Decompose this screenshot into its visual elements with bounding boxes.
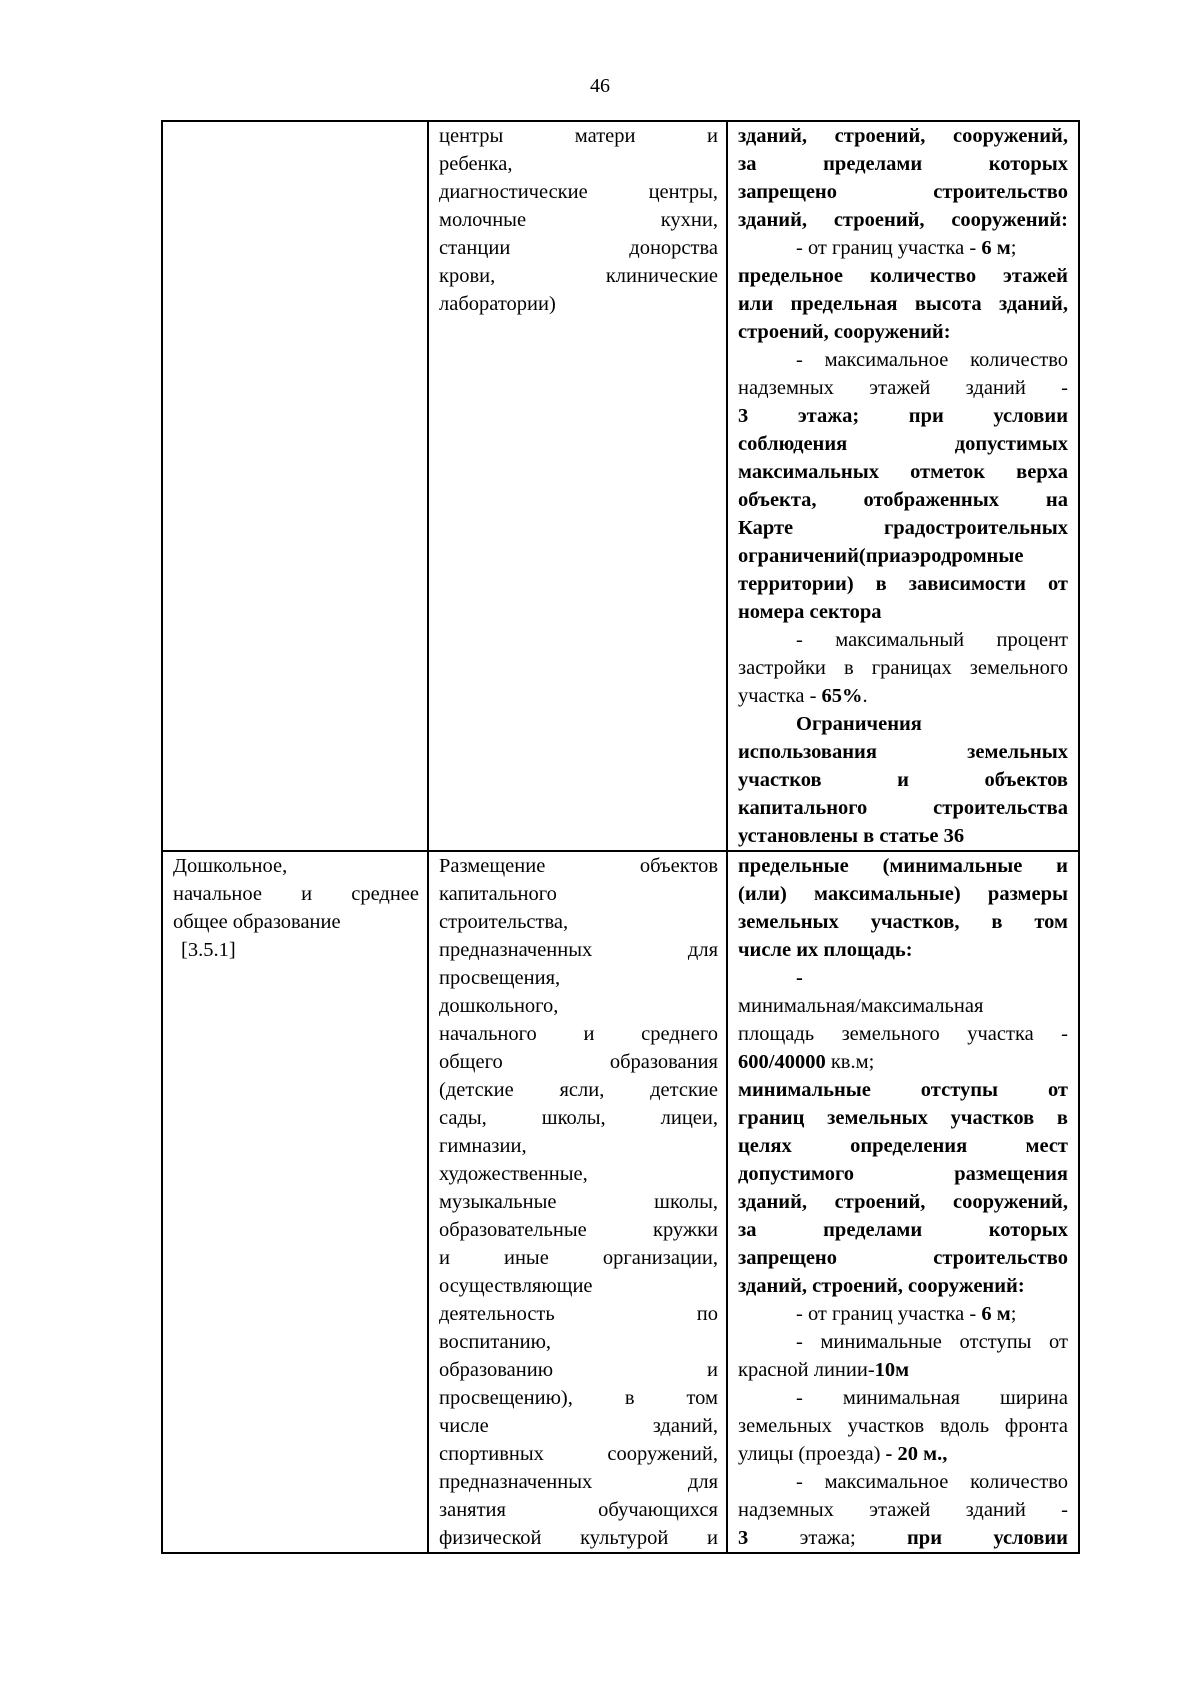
text-line: диагностические центры, [439,181,718,203]
description-cell [428,121,727,851]
text-line: - максимальное количество [796,1471,1068,1493]
text-line: улицы (проезда) - 20 м., [738,1443,948,1465]
text-line: просвещению), в том [439,1387,718,1409]
text-line: крови, клинические [439,265,718,287]
text-line: капитального строительства [738,797,1068,819]
text-line: общее образование [173,911,341,933]
text-line: общего образования [439,1051,718,1073]
table-row [162,121,1079,851]
text-line: границ земельных участков в [738,1107,1068,1129]
text-line: лаборатории) [439,293,556,315]
text-line: физической культурой и [439,1527,718,1549]
text-line: - от границ участка - 6 м; [796,1303,1017,1325]
text-line: земельных участков вдоль фронта [738,1415,1068,1437]
text-line: Карте градостроительных [738,517,1068,539]
text-line: музыкальные школы, [439,1191,718,1213]
text-line: художественные, [439,1163,588,1185]
text-line: предельные (минимальные и [738,855,1068,877]
text-line: числе зданий, [439,1415,718,1437]
text-line: участка - 65%. [738,685,868,707]
description-cell [428,851,727,1553]
text-line: застройки в границах земельного [738,657,1068,679]
text-line: предназначенных для [439,939,718,961]
use-type-cell [162,851,428,1553]
text-line: максимальных отметок верха [738,461,1068,483]
text-line: строений, сооружений: [738,321,951,343]
text-line: или предельная высота зданий, [738,293,1068,315]
text-line: номера сектора [738,601,882,623]
text-line: сады, школы, лицеи, [439,1107,718,1129]
text-line: (или) максимальные) размеры [738,883,1068,905]
text-line: строительства, [439,911,569,933]
text-line: территории) в зависимости от [738,573,1068,595]
text-line: просвещения, [439,967,561,989]
text-line: соблюдения допустимых [738,433,1068,455]
text-line: зданий, строений, сооружений: [738,1275,1025,1297]
text-line: объекта, отображенных на [738,489,1068,511]
text-line: Ограничения [796,713,922,735]
text-line: спортивных сооружений, [439,1443,718,1465]
text-line: красной линии-10м [738,1359,910,1381]
use-code: [3.5.1] [181,939,236,961]
text-line: капитального [439,883,557,905]
text-line: центры матери и [439,125,718,147]
text-line: гимназии, [439,1135,527,1157]
text-line: - максимальный процент [796,629,1068,651]
text-line: и иные организации, [439,1247,718,1269]
text-line: предназначенных для [439,1471,718,1493]
text-line: площадь земельного участка - [738,1023,1068,1045]
text-line: начальное и среднее [173,883,419,905]
text-line: 3 этажа; при условии [738,1527,1068,1549]
text-line: образованию и [439,1359,718,1381]
text-line: предельное количество этажей [738,265,1068,287]
text-line: использования земельных [738,741,1068,763]
text-line: - [796,967,803,989]
text-line: минимальные отступы от [738,1079,1068,1101]
text-line: запрещено строительство [738,1247,1068,1269]
text-line: 600/40000 кв.м; [738,1051,875,1073]
text-line: участков и объектов [738,769,1068,791]
text-line: допустимого размещения [738,1163,1068,1185]
text-line: ребенка, [439,153,513,175]
text-line: минимальная/максимальная [738,995,984,1017]
parameters-cell [727,121,1079,851]
text-line: за пределами которых [738,153,1068,175]
text-line: 3 этажа; при условии [738,405,1068,427]
text-line: зданий, строений, сооружений, [738,1191,1068,1213]
table-row [162,851,1079,1553]
text-line: начального и среднего [439,1023,718,1045]
use-type-cell [162,121,428,851]
text-line: надземных этажей зданий - [738,377,1068,399]
text-line: - минимальная ширина [796,1387,1068,1409]
text-line: дошкольного, [439,995,559,1017]
text-line: станции донорства [439,237,718,259]
text-line: надземных этажей зданий - [738,1499,1068,1521]
text-line: зданий, строений, сооружений, [738,125,1068,147]
text-line: земельных участков, в том [738,911,1068,933]
text-line: Дошкольное, [173,855,288,877]
text-line: образовательные кружки [439,1219,718,1241]
text-line: - максимальное количество [796,349,1068,371]
text-line: деятельность по [439,1303,718,1325]
text-line: молочные кухни, [439,209,718,231]
text-line: числе их площадь: [738,939,913,961]
text-line: осуществляющие [439,1275,593,1297]
text-line: целях определения мест [738,1135,1068,1157]
text-line: воспитанию, [439,1331,552,1353]
text-line: (детские ясли, детские [439,1079,718,1101]
text-line: занятия обучающихся [439,1499,718,1521]
page-number: 46 [590,75,610,97]
text-line: - минимальные отступы от [796,1331,1068,1353]
text-line: установлены в статье 36 [738,825,965,847]
text-line: - от границ участка - 6 м; [796,237,1017,259]
text-line: ограничений(приаэродромные [738,545,1024,567]
parameters-cell [727,851,1079,1553]
text-line: Размещение объектов [439,855,718,877]
text-line: запрещено строительство [738,181,1068,203]
text-line: зданий, строений, сооружений: [738,209,1068,231]
zoning-table [161,120,1080,1554]
text-line: за пределами которых [738,1219,1068,1241]
